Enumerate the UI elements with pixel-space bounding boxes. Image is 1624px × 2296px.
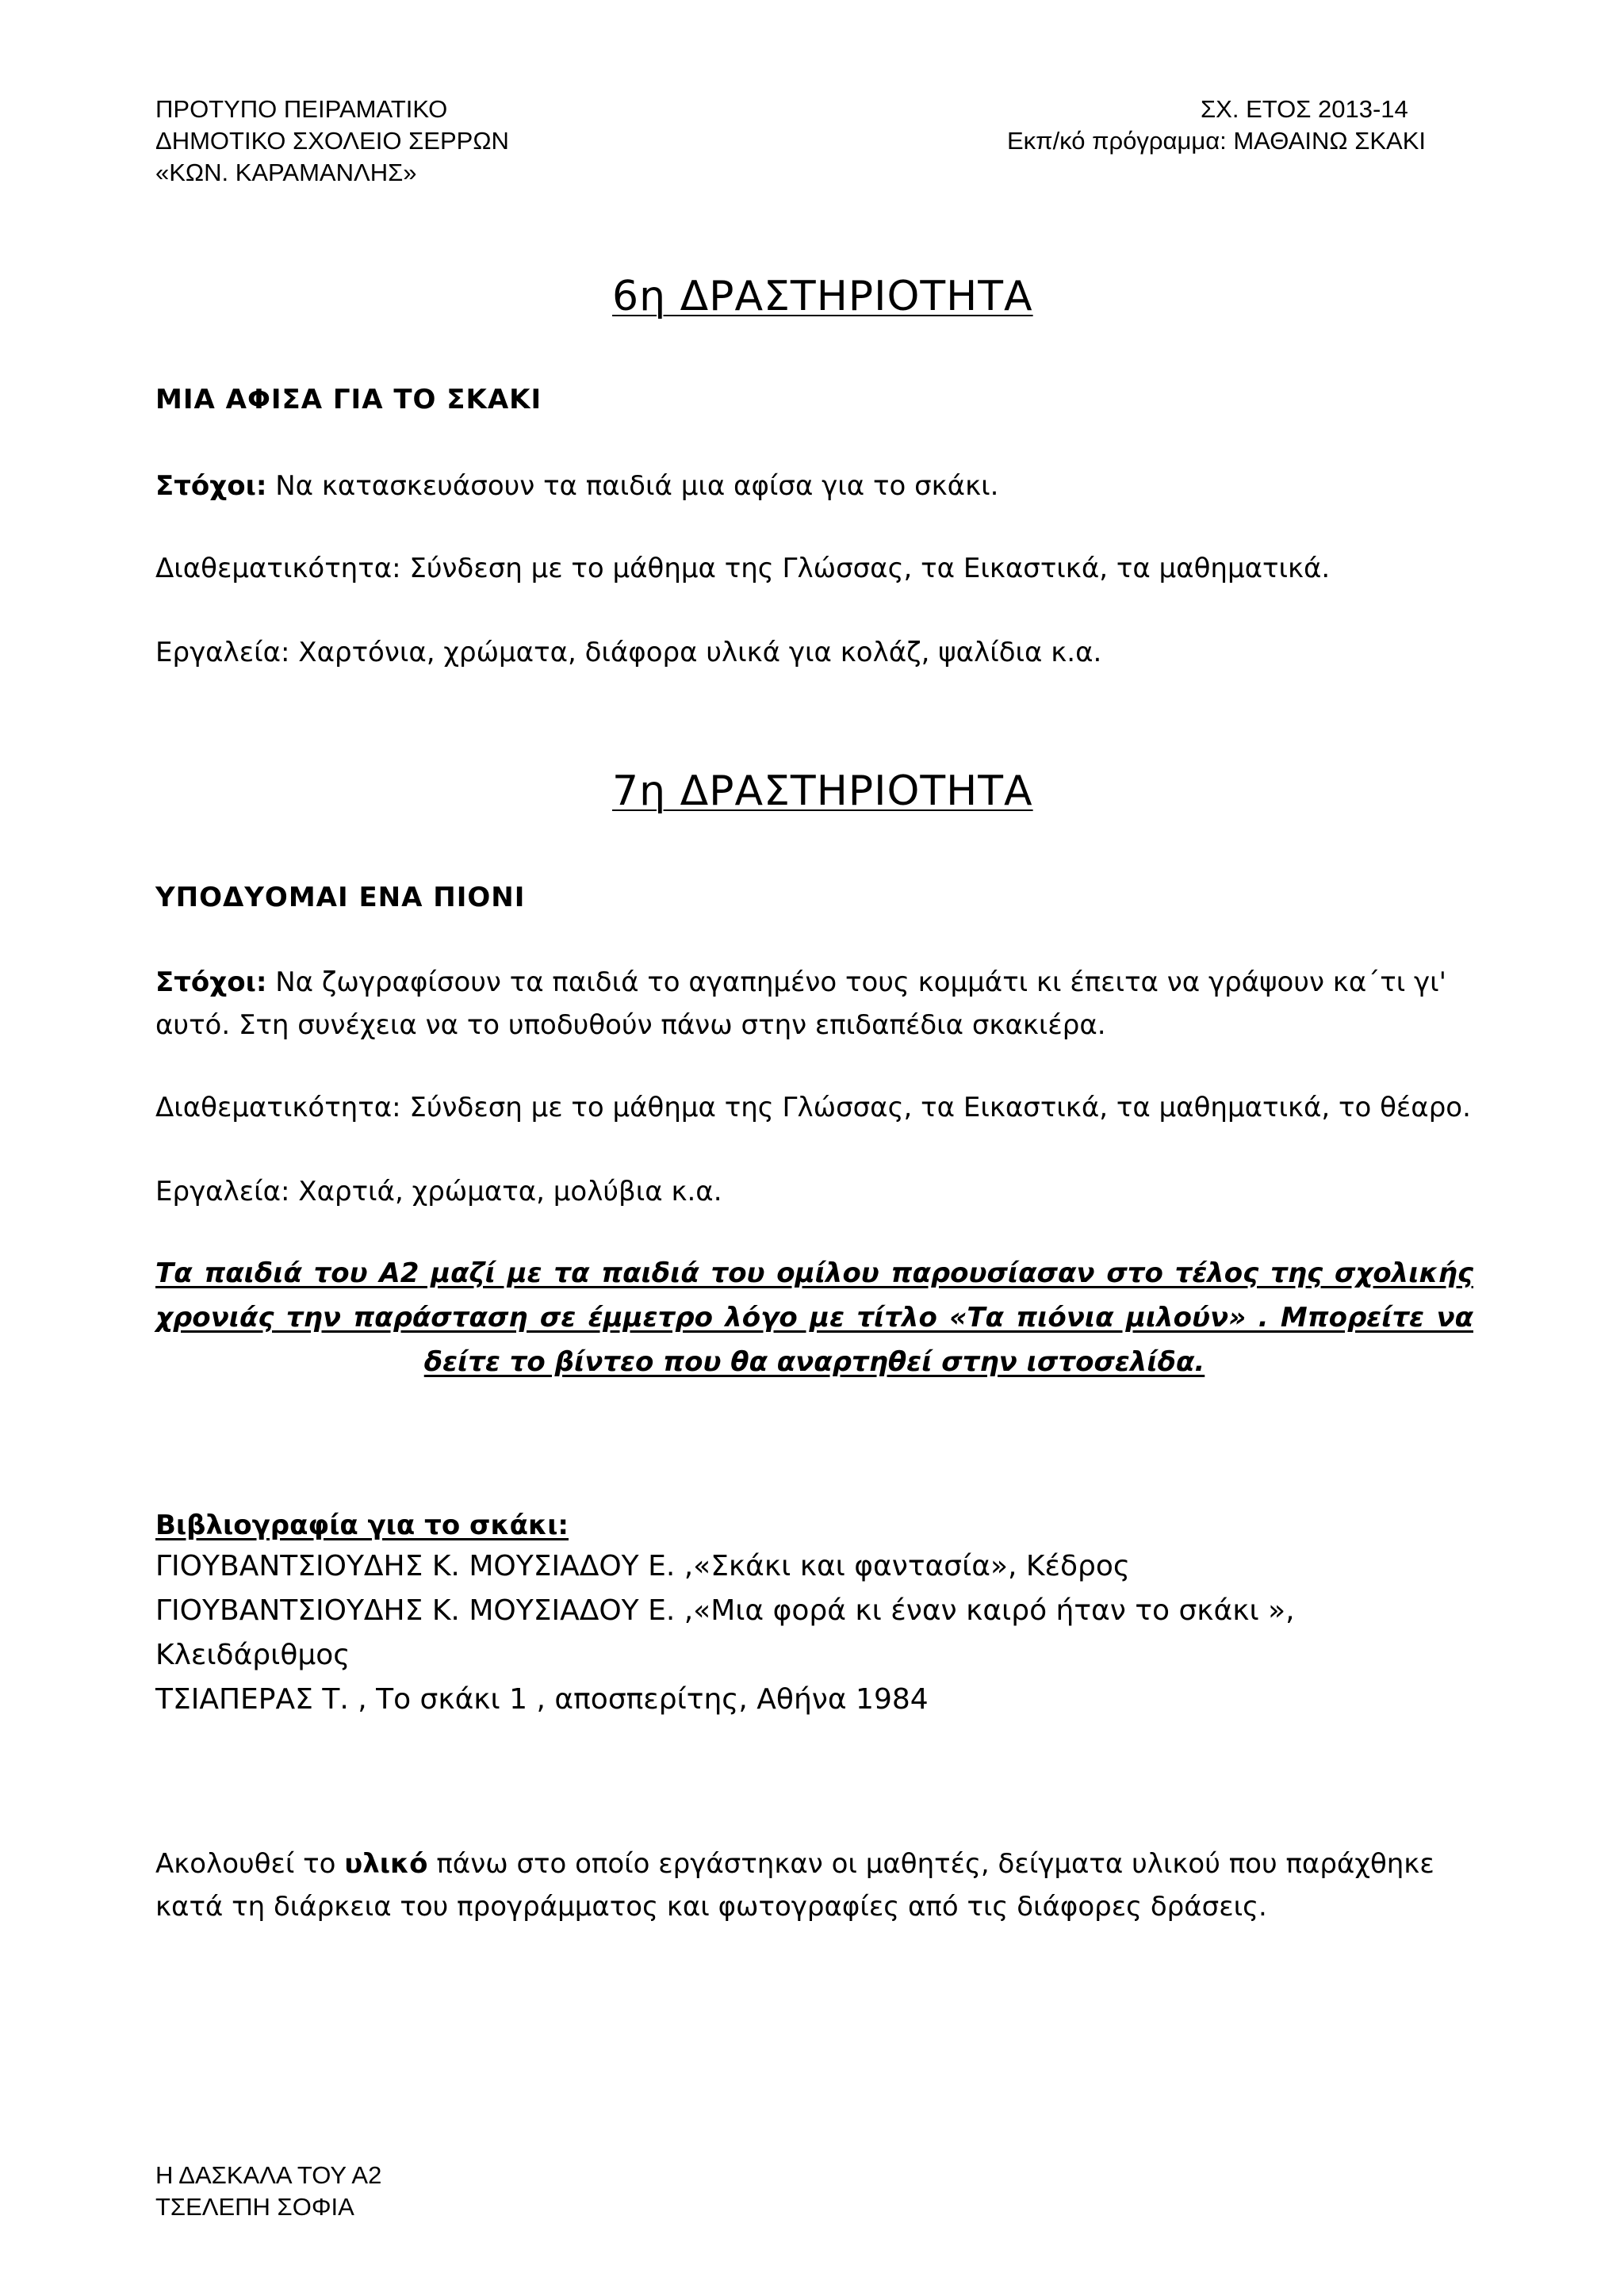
closing-paragraph [155, 1843, 1472, 1928]
closing-text-end: πάνω στο οποίο εργάστηκαν οι μαθητές, δείγματα υλικού που παράχθηκε κατά τη διάρκεια του προγράμματος και φωτογραφίες από τις διάφορες δράσεις. [155, 1848, 1434, 1923]
performance-note: Τα παιδιά του Α2 μαζί με τα παιδιά του ομίλου παρουσίασαν στο τέλος της σχολικής χρονιάς την παράσταση σε έμμετρο λόγο με τίτλο «Τα πιόνια μιλούν» . Μπορείτε να δείτε το βίντεο που θα αναρτηθεί στην ιστοσελίδα. [155, 1257, 1473, 1378]
activity7-tools: Εργαλεία: Χαρτιά, χρώματα, μολύβια κ.α. [155, 1176, 722, 1207]
bibliography-entry: ΓΙΟΥΒΑΝΤΣΙΟΥΔΗΣ Κ. ΜΟΥΣΙΑΔΟΥ Ε. ,«Σκάκι και φαντασία», Κέδρος [155, 1550, 1131, 1582]
bibliography-list [155, 1544, 1295, 1722]
activity6-cross-curricular: Διαθεματικότητα: Σύνδεση με το μάθημα της Γλώσσας, τα Εικαστικά, τα μαθηματικά. [155, 553, 1331, 584]
activity6-goals-label: Στόχοι: [155, 470, 267, 502]
teacher-name: ΤΣΕΛΕΠΗ ΣΟΦΙΑ [155, 2193, 354, 2221]
program-header [1007, 94, 1426, 157]
bibliography-entry: ΤΣΙΑΠΕΡΑΣ Τ. , Το σκάκι 1 , αποσπερίτης, Αθήνα 1984 [155, 1683, 929, 1716]
signature-block [155, 2160, 381, 2223]
program-name: Εκπ/κό πρόγραμμα: ΜΑΘΑΙΝΩ ΣΚΑΚΙ [1007, 127, 1427, 155]
bibliography-entry: Κλειδάριθμος [155, 1639, 350, 1671]
activity6-goals-text: Να κατασκευάσουν τα παιδιά μια αφίσα για το σκάκι. [266, 470, 999, 502]
closing-material-word: υλικό [344, 1848, 428, 1880]
closing-text-start: Ακολουθεί το [155, 1848, 345, 1880]
teacher-role: Η ΔΑΣΚΑΛΑ ΤΟΥ Α2 [155, 2161, 382, 2189]
activity7-goals [155, 961, 1472, 1047]
activity6-title: 6η ΔΡΑΣΤΗΡΙΟΤΗΤΑ [612, 273, 1033, 320]
school-year: ΣΧ. ΕΤΟΣ 2013-14 [1201, 95, 1408, 123]
bibliography-title: Βιβλιογραφία για το σκάκι: [155, 1510, 569, 1541]
school-type: ΠΡΟΤΥΠΟ ΠΕΙΡΑΜΑΤΙΚΟ [155, 95, 448, 123]
school-header [155, 94, 509, 189]
activity7-cross-curricular: Διαθεματικότητα: Σύνδεση με το μάθημα της Γλώσσας, τα Εικαστικά, τα μαθηματικά, το θέαρο. [155, 1092, 1471, 1123]
school-honorific: «ΚΩΝ. ΚΑΡΑΜΑΝΛΗΣ» [155, 159, 417, 186]
activity7-subtitle: ΥΠΟΔΥΟΜΑΙ ΕΝΑ ΠΙΟΝΙ [155, 882, 526, 913]
bibliography-entry: ΓΙΟΥΒΑΝΤΣΙΟΥΔΗΣ Κ. ΜΟΥΣΙΑΔΟΥ Ε. ,«Μια φορά κι έναν καιρό ήταν το σκάκι », [155, 1594, 1295, 1627]
activity6-subtitle: ΜΙΑ ΑΦΙΣΑ ΓΙΑ ΤΟ ΣΚΑΚΙ [155, 384, 542, 415]
activity7-title: 7η ΔΡΑΣΤΗΡΙΟΤΗΤΑ [612, 767, 1033, 815]
activity7-goals-label: Στόχοι: [155, 966, 267, 998]
activity6-tools: Εργαλεία: Χαρτόνια, χρώματα, διάφορα υλικά για κολάζ, ψαλίδια κ.α. [155, 637, 1102, 668]
activity6-goals [155, 465, 1472, 507]
activity7-goals-text: Να ζωγραφίσουν τα παιδιά το αγαπημένο τους κομμάτι κι έπειτα να γράψουν κα΄τι γι' αυτό. Στη συνέχεια να το υποδυθούν πάνω στην επιδαπέδια σκακιέρα. [155, 966, 1446, 1041]
school-name: ΔΗΜΟΤΙΚΟ ΣΧΟΛΕΙΟ ΣΕΡΡΩΝ [155, 127, 509, 155]
